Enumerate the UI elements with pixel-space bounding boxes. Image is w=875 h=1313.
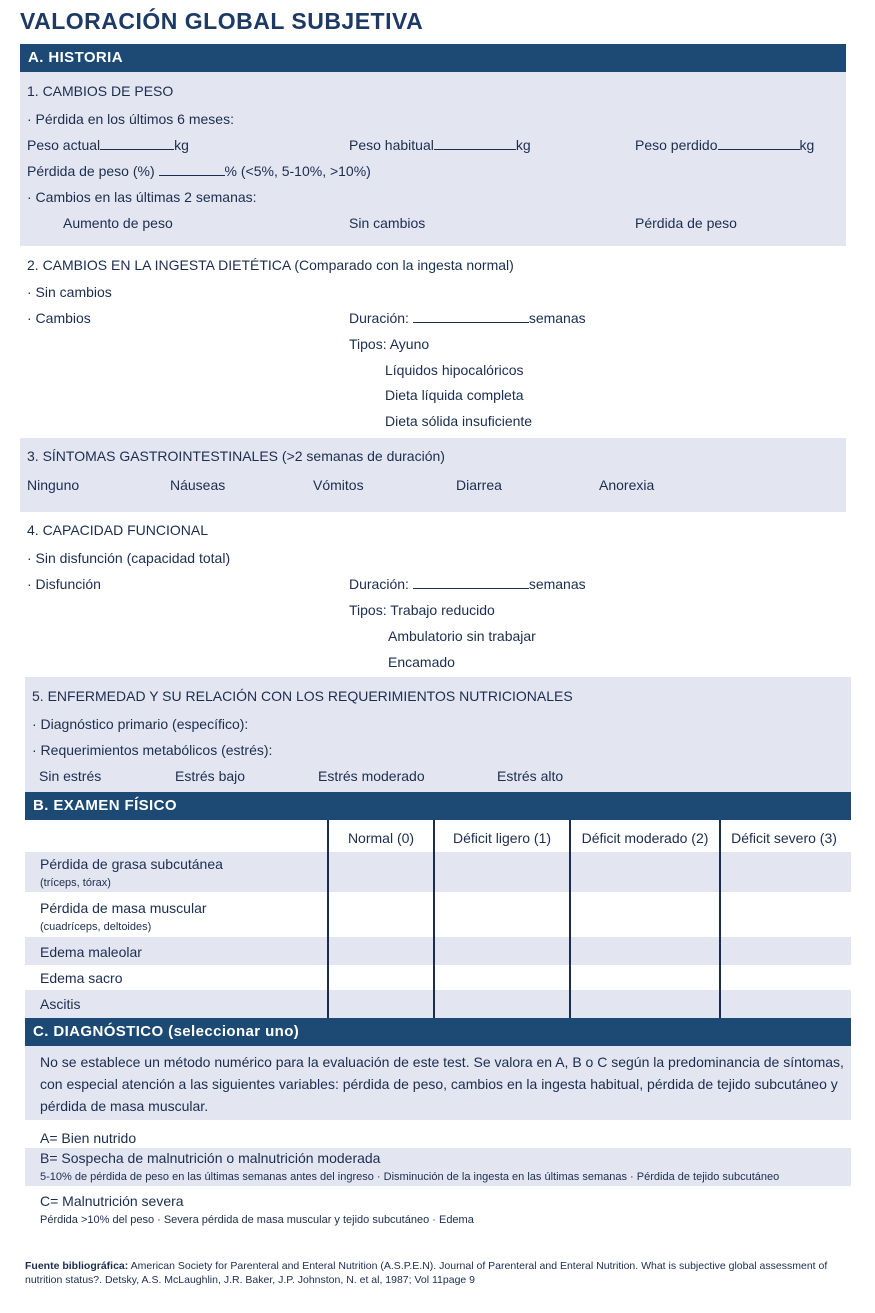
perdida-pct-field[interactable] xyxy=(27,162,371,180)
loss-6-months-label: · Pérdida en los últimos 6 meses: xyxy=(27,111,234,127)
peso-perdido-label: Peso perdido xyxy=(635,137,718,153)
perdida-pct-ranges: % (<5%, 5-10%, >10%) xyxy=(224,163,371,179)
footnote-label: Fuente bibliográfica: xyxy=(25,1260,129,1272)
section-c-intro-line1: No se establece un método numérico para la evaluación de este test. Se valora en A, B o C según la predominancia de síntomas, xyxy=(40,1054,844,1070)
table-row-bg xyxy=(25,990,851,1018)
ingesta-duracion-blank[interactable] xyxy=(413,310,529,323)
section4-heading: 4. CAPACIDAD FUNCIONAL xyxy=(27,522,208,538)
row-grasa-subcutanea-sub: (tríceps, tórax) xyxy=(40,877,111,889)
row-ascitis: Ascitis xyxy=(40,996,81,1012)
option-ingesta-sin-cambios[interactable]: · Sin cambios xyxy=(27,284,112,300)
section1-heading: 1. CAMBIOS DE PESO xyxy=(27,83,174,99)
option-c-criteria: Pérdida >10% del peso · Severa pérdida de masa muscular y tejido subcutáneo · Edema xyxy=(40,1214,474,1226)
perdida-pct-label: Pérdida de peso (%) xyxy=(27,163,155,179)
section-c-intro-line2: con especial atención a las siguientes variables: pérdida de peso, cambios en la ingesta habitual, pérdida de tejido subcutáneo y xyxy=(40,1076,838,1092)
option-aumento-peso[interactable]: Aumento de peso xyxy=(63,215,173,231)
section-a-header: A. HISTORIA xyxy=(20,44,846,72)
footnote-source xyxy=(25,1259,850,1287)
col-deficit-moderado: Déficit moderado (2) xyxy=(581,830,709,846)
table-divider xyxy=(327,820,329,1018)
duracion-label: Duración: xyxy=(349,576,409,592)
page-title: VALORACIÓN GLOBAL SUBJETIVA xyxy=(20,8,424,34)
row-masa-muscular: Pérdida de masa muscular xyxy=(40,900,207,916)
gi-nauseas[interactable]: Náuseas xyxy=(170,477,226,493)
funcional-duracion-field[interactable] xyxy=(349,575,586,593)
funcional-tipo-trabajo-reducido[interactable]: Tipos: Trabajo reducido xyxy=(349,602,495,618)
ingesta-tipo-liquidos[interactable]: Líquidos hipocalóricos xyxy=(385,362,524,378)
estres-alto[interactable]: Estrés alto xyxy=(497,768,564,784)
row-edema-sacro: Edema sacro xyxy=(40,970,123,986)
estres-bajo[interactable]: Estrés bajo xyxy=(175,768,246,784)
funcional-duracion-blank[interactable] xyxy=(413,576,529,589)
peso-habitual-blank[interactable] xyxy=(434,137,516,150)
col-normal: Normal (0) xyxy=(347,830,415,846)
ingesta-tipo-dieta-solida[interactable]: Dieta sólida insuficiente xyxy=(385,413,533,429)
peso-habitual-label: Peso habitual xyxy=(349,137,434,153)
semanas-unit: semanas xyxy=(528,576,586,592)
kg-unit: kg xyxy=(515,137,531,153)
ingesta-tipo-dieta-liquida[interactable]: Dieta líquida completa xyxy=(385,387,524,403)
option-a-bien-nutrido[interactable]: A= Bien nutrido xyxy=(40,1130,137,1146)
section-c-header: C. DIAGNÓSTICO (seleccionar uno) xyxy=(25,1018,851,1046)
peso-actual-blank[interactable] xyxy=(100,137,174,150)
col-deficit-ligero: Déficit ligero (1) xyxy=(452,830,552,846)
option-b-criteria: 5-10% de pérdida de peso en las últimas semanas antes del ingreso · Disminución de la ingesta en las últimas semanas · Pérdida de tejido subcutáneo xyxy=(40,1171,780,1183)
section3-heading: 3. SÍNTOMAS GASTROINTESTINALES (>2 semanas de duración) xyxy=(27,448,445,464)
funcional-tipo-encamado[interactable]: Encamado xyxy=(388,654,455,670)
gi-ninguno[interactable]: Ninguno xyxy=(27,477,80,493)
option-ingesta-cambios[interactable]: · Cambios xyxy=(27,310,91,326)
funcional-tipo-ambulatorio[interactable]: Ambulatorio sin trabajar xyxy=(388,628,536,644)
section-c-intro-line3: pérdida de masa muscular. xyxy=(40,1098,209,1114)
row-edema-maleolar: Edema maleolar xyxy=(40,944,142,960)
table-divider xyxy=(569,820,571,1018)
gi-diarrea[interactable]: Diarrea xyxy=(456,477,502,493)
requerimientos-label: · Requerimientos metabólicos (estrés): xyxy=(32,742,273,758)
option-sin-disfuncion[interactable]: · Sin disfunción (capacidad total) xyxy=(27,550,231,566)
option-sin-cambios[interactable]: Sin cambios xyxy=(349,215,426,231)
footnote-text: American Society for Parenteral and Enteral Nutrition (A.S.P.E.N). Journal of Parenteral and Enteral Nutrition. What is subjective global assessment of nutrition status?. Detsky, A.S. McLaughlin, J.R. Baker, J.P. Johnston, N. et al, 1987; Vol 11page 9 xyxy=(25,1260,828,1286)
estres-moderado[interactable]: Estrés moderado xyxy=(318,768,425,784)
perdida-pct-blank[interactable] xyxy=(159,163,225,176)
peso-habitual-field[interactable] xyxy=(349,136,531,154)
duracion-label: Duración: xyxy=(349,310,409,326)
col-deficit-severo: Déficit severo (3) xyxy=(731,830,837,846)
diagnostico-primario-label: · Diagnóstico primario (específico): xyxy=(32,716,249,732)
kg-unit: kg xyxy=(799,137,815,153)
row-grasa-subcutanea: Pérdida de grasa subcutánea xyxy=(40,856,223,872)
section-b-header: B. EXAMEN FÍSICO xyxy=(25,792,851,820)
option-c-severa[interactable]: C= Malnutrición severa xyxy=(40,1193,184,1209)
section5-heading: 5. ENFERMEDAD Y SU RELACIÓN CON LOS REQUERIMIENTOS NUTRICIONALES xyxy=(32,688,573,704)
changes-2-weeks-label: · Cambios en las últimas 2 semanas: xyxy=(27,189,257,205)
peso-perdido-blank[interactable] xyxy=(718,137,800,150)
peso-perdido-field[interactable] xyxy=(635,136,814,154)
peso-actual-field[interactable] xyxy=(27,136,189,154)
option-b-sospecha[interactable]: B= Sospecha de malnutrición o malnutrición moderada xyxy=(40,1150,381,1166)
semanas-unit: semanas xyxy=(528,310,586,326)
section2-heading: 2. CAMBIOS EN LA INGESTA DIETÉTICA (Comparado con la ingesta normal) xyxy=(27,257,514,273)
table-divider xyxy=(719,820,721,1018)
gi-anorexia[interactable]: Anorexia xyxy=(599,477,655,493)
gi-vomitos[interactable]: Vómitos xyxy=(313,477,364,493)
ingesta-tipo-ayuno[interactable]: Tipos: Ayuno xyxy=(349,336,430,352)
ingesta-duracion-field[interactable] xyxy=(349,309,586,327)
table-row-bg xyxy=(25,937,851,965)
option-disfuncion[interactable]: · Disfunción xyxy=(27,576,101,592)
option-perdida-peso[interactable]: Pérdida de peso xyxy=(635,215,737,231)
peso-actual-label: Peso actual xyxy=(27,137,101,153)
row-masa-muscular-sub: (cuadríceps, deltoides) xyxy=(40,921,152,933)
table-divider xyxy=(433,820,435,1018)
estres-sin[interactable]: Sin estrés xyxy=(39,768,102,784)
kg-unit: kg xyxy=(174,137,189,153)
